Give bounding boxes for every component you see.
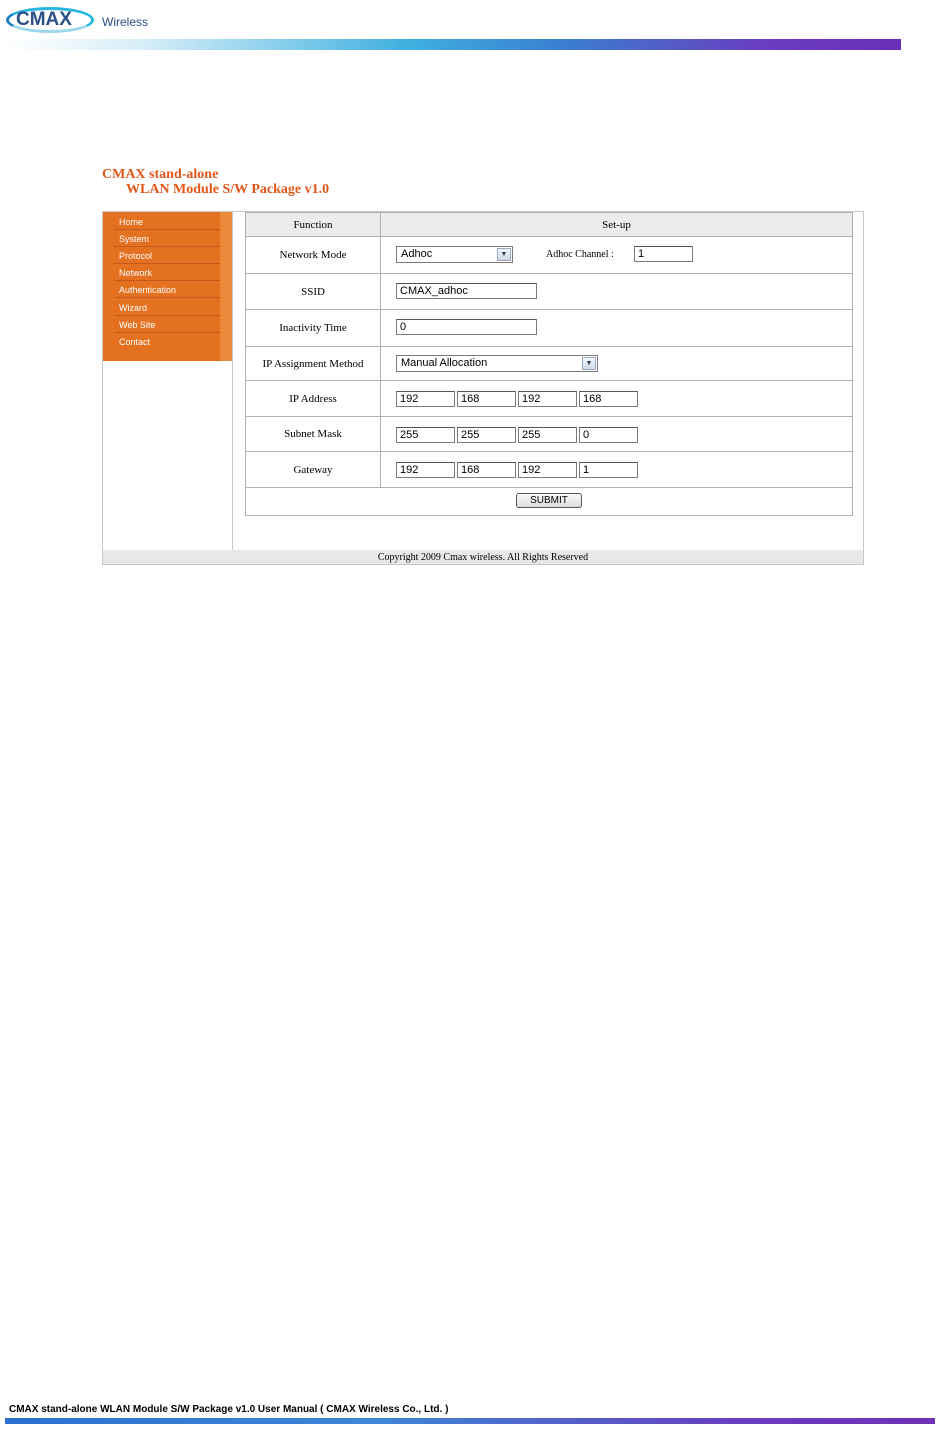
ip-method-select[interactable] [396, 355, 598, 372]
config-table [245, 212, 853, 516]
network-mode-select[interactable] [396, 246, 513, 263]
cmax-logo [4, 4, 154, 36]
sidebar-item-wizard[interactable]: Wizard [114, 300, 220, 316]
network-mode-label: Network Mode [246, 237, 381, 273]
adhoc-channel-input[interactable]: 1 [634, 246, 693, 262]
app-title-line2: WLAN Module S/W Package v1.0 [126, 182, 330, 197]
subnet-octet-3[interactable]: 255 [518, 427, 577, 443]
header-gradient-bar [5, 39, 901, 50]
inactivity-input[interactable]: 0 [396, 319, 537, 335]
table-row-submit [246, 488, 852, 515]
sidebar-item-network[interactable]: Network [114, 265, 220, 281]
sidebar-item-contact[interactable]: Contact [119, 337, 151, 347]
subnet-mask-value-cell [381, 417, 852, 451]
network-mode-value-cell [381, 237, 852, 273]
table-row-ip-address [246, 381, 852, 417]
logo-text: CMAX [16, 9, 72, 30]
header-setup: Set-up [602, 218, 631, 231]
gateway-octet-4[interactable]: 1 [579, 462, 638, 478]
header-function: Function [246, 213, 381, 236]
gateway-octet-2[interactable]: 168 [457, 462, 516, 478]
gateway-value-cell [381, 452, 852, 487]
submit-button[interactable]: SUBMIT [516, 493, 582, 508]
ssid-label: SSID [246, 274, 381, 309]
table-header-row [246, 213, 852, 237]
sidebar-item-home[interactable]: Home [114, 214, 220, 230]
copyright-footer: Copyright 2009 Cmax wireless. All Rights Reserved [103, 550, 863, 564]
inactivity-value-cell [381, 310, 852, 346]
app-title-line1: CMAX stand-alone [102, 167, 219, 182]
ip-method-selected: Manual Allocation [401, 357, 488, 369]
sidebar-item-system[interactable]: System [114, 231, 220, 247]
subnet-mask-label: Subnet Mask [246, 417, 381, 451]
gateway-label: Gateway [246, 452, 381, 487]
sidebar-divider [232, 212, 233, 550]
table-row-ip-method [246, 347, 852, 381]
sidebar-item-authentication[interactable]: Authentication [114, 282, 220, 298]
subnet-octet-1[interactable]: 255 [396, 427, 455, 443]
table-row-subnet-mask [246, 417, 852, 452]
sidebar-item-protocol[interactable]: Protocol [114, 248, 220, 264]
network-mode-selected: Adhoc [401, 248, 433, 260]
ip-octet-2[interactable]: 168 [457, 391, 516, 407]
app-title [102, 167, 329, 197]
ip-octet-3[interactable]: 192 [518, 391, 577, 407]
adhoc-channel-label: Adhoc Channel : [546, 249, 614, 260]
ssid-input[interactable]: CMAX_adhoc [396, 283, 537, 299]
ip-address-value-cell [381, 381, 852, 416]
table-row-inactivity [246, 310, 852, 347]
chevron-down-icon[interactable]: ▼ [497, 248, 511, 261]
gateway-octet-3[interactable]: 192 [518, 462, 577, 478]
logo-subtext: Wireless [102, 15, 149, 29]
app-frame [102, 211, 864, 565]
document-footer-text: CMAX stand-alone WLAN Module S/W Package v1.0 User Manual ( CMAX Wireless Co., Ltd. ) [9, 1404, 449, 1415]
document-footer-bar [5, 1418, 935, 1424]
document-header [0, 0, 936, 56]
gateway-octet-1[interactable]: 192 [396, 462, 455, 478]
ip-address-label: IP Address [246, 381, 381, 416]
ip-octet-4[interactable]: 168 [579, 391, 638, 407]
sidebar-item-web-site[interactable]: Web Site [114, 317, 220, 333]
sidebar [103, 212, 232, 361]
subnet-octet-4[interactable]: 0 [579, 427, 638, 443]
chevron-down-icon[interactable]: ▼ [582, 357, 596, 370]
ip-octet-1[interactable]: 192 [396, 391, 455, 407]
ip-method-value-cell [381, 347, 852, 380]
ip-method-label: IP Assignment Method [246, 347, 381, 380]
table-row-gateway [246, 452, 852, 488]
subnet-octet-2[interactable]: 255 [457, 427, 516, 443]
inactivity-label: Inactivity Time [246, 310, 381, 346]
table-row-ssid [246, 274, 852, 310]
ssid-value-cell [381, 274, 852, 309]
table-row-network-mode [246, 237, 852, 274]
